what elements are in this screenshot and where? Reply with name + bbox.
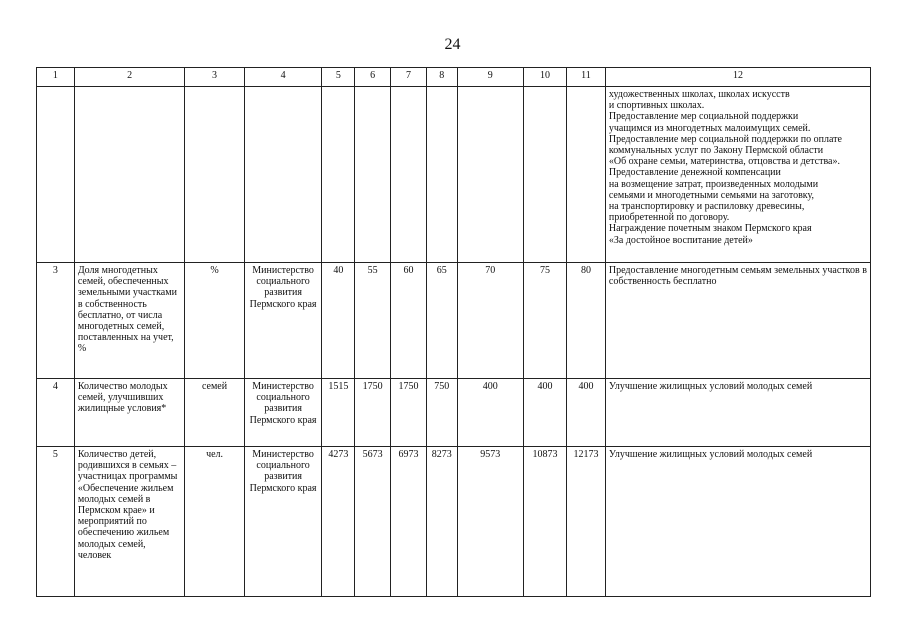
table-row — [37, 379, 871, 447]
measures-cell: Улучшение жилищных условий молодых семей — [605, 447, 870, 597]
column-number-row — [37, 68, 871, 87]
table-cell-empty — [322, 87, 355, 263]
table-cell-empty — [355, 87, 391, 263]
col-header-6: 6 — [355, 68, 391, 87]
col-header-4: 4 — [244, 68, 322, 87]
value-col-8: 750 — [426, 379, 457, 447]
value-col-10: 400 — [524, 379, 567, 447]
unit-cell: семей — [185, 379, 244, 447]
value-col-6: 55 — [355, 263, 391, 379]
col-header-3: 3 — [185, 68, 244, 87]
responsible-cell: Министерство социального развития Пермского края — [244, 447, 322, 597]
value-col-6: 1750 — [355, 379, 391, 447]
value-col-5: 4273 — [322, 447, 355, 597]
value-col-11: 400 — [567, 379, 606, 447]
measures-cell: Улучшение жилищных условий молодых семей — [605, 379, 870, 447]
value-col-5: 40 — [322, 263, 355, 379]
page-number: 24 — [444, 36, 461, 53]
value-col-7: 6973 — [391, 447, 427, 597]
table-cell-empty — [567, 87, 606, 263]
value-col-9: 70 — [457, 263, 524, 379]
table-cell-empty — [391, 87, 427, 263]
value-col-11: 12173 — [567, 447, 606, 597]
value-col-11: 80 — [567, 263, 606, 379]
table-cell-empty — [74, 87, 185, 263]
table-cell-empty — [244, 87, 322, 263]
col-header-1: 1 — [37, 68, 75, 87]
unit-cell: % — [185, 263, 244, 379]
unit-cell: чел. — [185, 447, 244, 597]
measure-line: Предоставление денежной компенсации — [608, 167, 781, 179]
row-number: 4 — [37, 379, 75, 447]
measure-line: приобретенной по договору. — [608, 212, 730, 224]
value-col-9: 9573 — [457, 447, 524, 597]
measure-line: Предоставление мер социальной поддержки — [608, 111, 799, 123]
responsible-cell: Министерство социального развития Пермского края — [244, 379, 322, 447]
measure-line: Награждение почетным знаком Пермского края — [608, 223, 812, 235]
indicator-cell: Доля многодетных семей, обеспеченных земельными участками в собственность бесплатно, от числа многодетных семей, поставленных на учет, % — [74, 263, 185, 379]
measure-line: «Об охране семьи, материнства, отцовства и детства». — [608, 156, 840, 168]
value-col-10: 75 — [524, 263, 567, 379]
value-col-5: 1515 — [322, 379, 355, 447]
table-row — [37, 447, 871, 597]
measure-line: художественных школах, школах искусств — [608, 89, 790, 100]
measure-line: на возмещение затрат, произведенных молодыми — [608, 178, 819, 190]
col-header-11: 11 — [567, 68, 606, 87]
table-cell-empty — [524, 87, 567, 263]
value-col-6: 5673 — [355, 447, 391, 597]
indicator-cell: Количество детей, родившихся в семьях – участницах программы «Обеспечение жильем молодых семей в Пермском крае» и мероприятий по обеспечению жильем молодых семей, человек — [74, 447, 185, 597]
continuation-row — [37, 87, 871, 263]
continuation-measures-cell — [605, 87, 870, 263]
table-cell-empty — [185, 87, 244, 263]
col-header-2: 2 — [74, 68, 185, 87]
measure-line: и спортивных школах. — [608, 100, 705, 112]
measure-line: коммунальных услуг по Закону Пермской области — [608, 145, 824, 157]
row-number: 5 — [37, 447, 75, 597]
measure-line: Предоставление мер социальной поддержки по оплате — [608, 133, 842, 145]
table-cell-empty — [457, 87, 524, 263]
row-number: 3 — [37, 263, 75, 379]
col-header-8: 8 — [426, 68, 457, 87]
table-cell-empty — [37, 87, 75, 263]
value-col-7: 1750 — [391, 379, 427, 447]
measure-line: «За достойное воспитание детей» — [608, 234, 753, 246]
table-cell-empty — [426, 87, 457, 263]
measure-line: на транспортировку и распиловку древесины, — [608, 201, 805, 213]
indicator-cell: Количество молодых семей, улучшивших жилищные условия* — [74, 379, 185, 447]
value-col-7: 60 — [391, 263, 427, 379]
measures-cell: Предоставление многодетным семьям земельных участков в собственность бесплатно — [605, 263, 870, 379]
col-header-7: 7 — [391, 68, 427, 87]
responsible-cell: Министерство социального развития Пермского края — [244, 263, 322, 379]
col-header-5: 5 — [322, 68, 355, 87]
col-header-10: 10 — [524, 68, 567, 87]
col-header-9: 9 — [457, 68, 524, 87]
value-col-10: 10873 — [524, 447, 567, 597]
measure-line: учащимся из многодетных малоимущих семей. — [608, 122, 811, 134]
value-col-8: 65 — [426, 263, 457, 379]
measure-line: семьями и многодетными семьями на заготовку, — [608, 189, 815, 201]
col-header-12: 12 — [605, 68, 870, 87]
indicators-table — [36, 67, 871, 597]
value-col-9: 400 — [457, 379, 524, 447]
table-row — [37, 263, 871, 379]
value-col-8: 8273 — [426, 447, 457, 597]
